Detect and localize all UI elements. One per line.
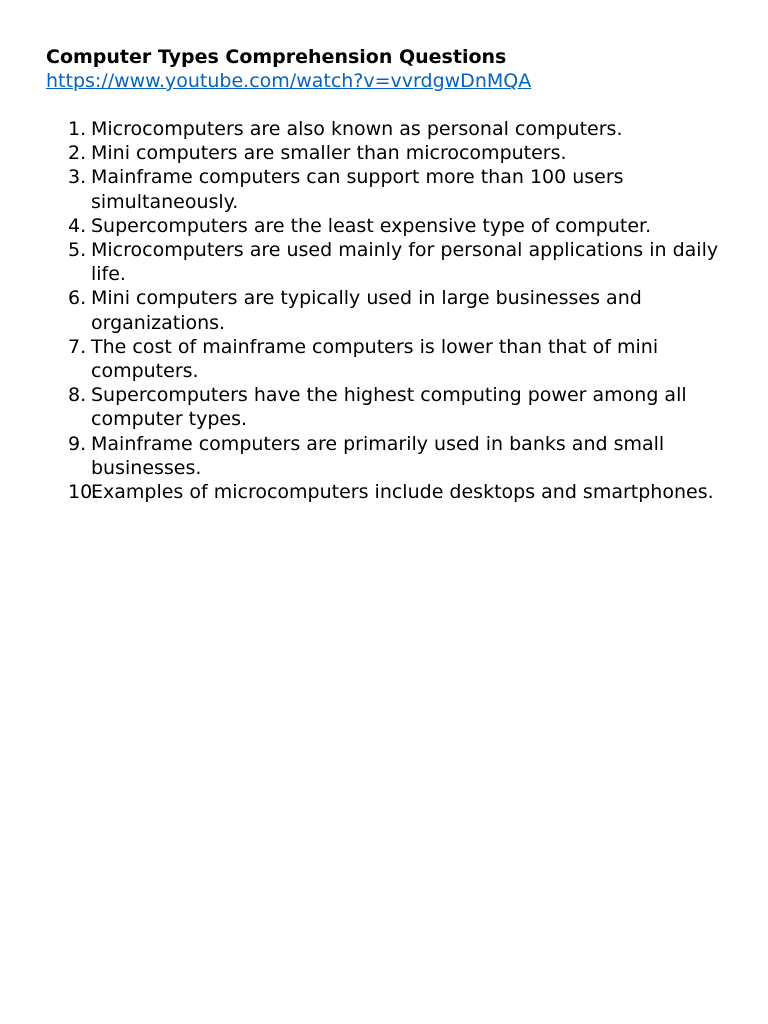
question-item	[46, 141, 726, 165]
document-title: Computer Types Comprehension Questions	[46, 46, 507, 68]
question-text: Mini computers are typically used in large businesses and organizations.	[91, 287, 642, 334]
question-item	[46, 117, 726, 141]
question-number: 7.	[68, 335, 87, 358]
question-number: 4.	[68, 214, 87, 237]
question-item	[46, 165, 726, 213]
question-item	[46, 238, 726, 286]
question-text: Mini computers are smaller than microcomputers.	[91, 142, 567, 165]
question-item	[46, 335, 726, 383]
question-item	[46, 214, 726, 238]
question-text: Supercomputers have the highest computing power among all computer types.	[91, 384, 687, 431]
question-number: 2.	[68, 142, 87, 165]
question-number: 1.	[68, 118, 87, 140]
question-number: 9.	[68, 432, 87, 455]
question-text: The cost of mainframe computers is lower than that of mini computers.	[91, 335, 659, 383]
question-number: 10.	[68, 481, 99, 504]
question-text: Mainframe computers can support more than 100 users simultaneously.	[91, 166, 624, 213]
question-text: Microcomputers are also known as personal computers.	[91, 118, 623, 140]
question-text: Microcomputers are used mainly for personal applications in daily life.	[91, 239, 719, 286]
question-text: Examples of microcomputers include desktops and smartphones.	[91, 481, 714, 504]
question-number: 6.	[68, 287, 87, 310]
video-link[interactable]: https://www.youtube.com/watch?v=vvrdgwDnMQA	[46, 70, 532, 92]
question-item	[46, 480, 726, 504]
question-text: Supercomputers are the least expensive type of computer.	[91, 214, 652, 237]
question-number: 8.	[68, 384, 87, 407]
question-number: 3.	[68, 166, 87, 189]
question-number: 5.	[68, 239, 87, 262]
question-item	[46, 432, 726, 480]
question-item	[46, 383, 726, 431]
questions-list	[46, 117, 726, 504]
question-item	[46, 286, 726, 334]
question-text: Mainframe computers are primarily used in banks and small businesses.	[91, 432, 665, 479]
